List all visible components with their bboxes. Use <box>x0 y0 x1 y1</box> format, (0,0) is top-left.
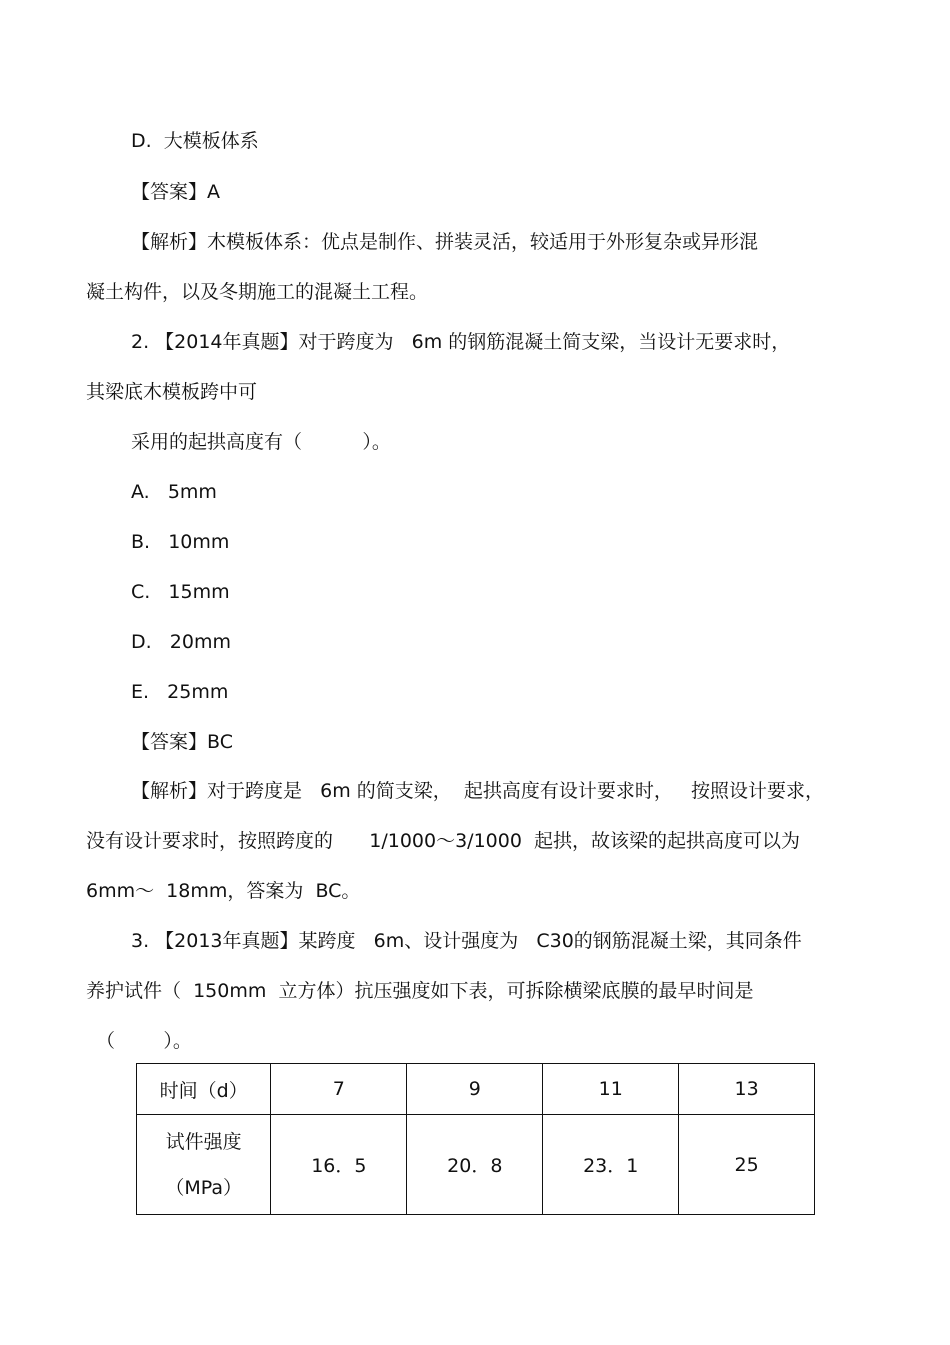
analysis-line-q2-cont2: 6mm～ 18mm，答案为 BC。 <box>86 880 361 902</box>
question-2-line: 2. 【2014年真题】对于跨度为 6m 的钢筋混凝土简支梁，当设计无要求时， <box>131 331 791 353</box>
day-cell: 9 <box>407 1064 543 1115</box>
question-3-blank: （ ）。 <box>96 1030 192 1052</box>
answer-line-q2: 【答案】BC <box>131 731 233 753</box>
analysis-line-q1-cont: 凝土构件，以及冬期施工的混凝土工程。 <box>86 281 429 303</box>
day-cell: 11 <box>543 1064 679 1115</box>
strength-table <box>136 1063 815 1215</box>
day-cell: 7 <box>271 1064 407 1115</box>
question-2-line-cont: 其梁底木模板跨中可 <box>86 381 258 403</box>
option-e-q2: E. 25mm <box>131 681 229 703</box>
answer-line-q1: 【答案】A <box>131 181 220 203</box>
time-label-cell: 时间（d） <box>137 1064 271 1115</box>
strength-label-line-2: （MPa） <box>165 1176 242 1199</box>
strength-cell: 25 <box>679 1115 815 1215</box>
analysis-line-q2: 【解析】对于跨度是 6m 的简支梁， 起拱高度有设计要求时， 按照设计要求， <box>131 780 824 802</box>
strength-cell: 23．1 <box>543 1115 679 1215</box>
option-d-q2: D. 20mm <box>131 631 231 653</box>
question-3-line-cont: 养护试件（ 150mm 立方体）抗压强度如下表，可拆除横梁底膜的最早时间是 <box>86 980 754 1002</box>
question-3-line: 3. 【2013年真题】某跨度 6m、设计强度为 C30的钢筋混凝土梁，其同条件 <box>131 930 802 952</box>
table-row <box>137 1115 815 1215</box>
analysis-line-q2-cont: 没有设计要求时，按照跨度的 1/1000～3/1000 起拱，故该梁的起拱高度可以为 <box>86 830 801 852</box>
table-row <box>137 1064 815 1115</box>
question-2-line-cont2: 采用的起拱高度有（ ）。 <box>131 431 391 453</box>
option-c-q2: C. 15mm <box>131 581 230 603</box>
strength-label-cell <box>137 1115 271 1215</box>
option-d-line-q1: D. 大模板体系 <box>131 130 259 152</box>
analysis-line-q1: 【解析】木模板体系：优点是制作、拼装灵活，较适用于外形复杂或异形混 <box>131 231 759 253</box>
strength-label-line-1: 试件强度 <box>165 1130 242 1153</box>
strength-cell: 20．8 <box>407 1115 543 1215</box>
option-b-q2: B. 10mm <box>131 531 230 553</box>
strength-cell: 16．5 <box>271 1115 407 1215</box>
option-a-q2: A. 5mm <box>131 481 217 503</box>
day-cell: 13 <box>679 1064 815 1115</box>
